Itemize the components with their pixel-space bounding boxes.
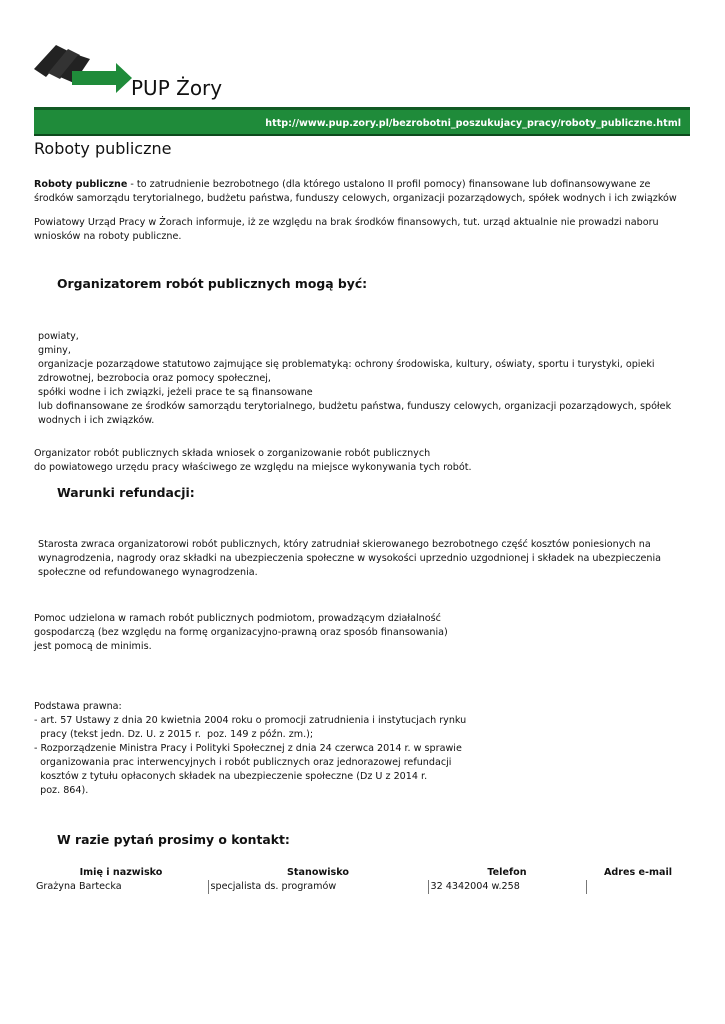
- deminimis-line-3: jest pomocą de minimis.: [34, 641, 152, 652]
- page-title: Roboty publiczne: [34, 139, 172, 158]
- page-url-link[interactable]: http://www.pup.zory.pl/bezrobotni_poszukujacy_pracy/roboty_publiczne.html: [265, 118, 681, 129]
- intro-term: Roboty publiczne: [34, 179, 128, 190]
- list-item: gminy,: [38, 345, 71, 356]
- legal-basis-list: [34, 714, 690, 798]
- legal-basis-line: pracy (tekst jedn. Dz. U. z 2015 r. poz. 149 z późn. zm.);: [34, 729, 314, 740]
- contact-phone: 32 4342004 w.258: [428, 880, 586, 894]
- deminimis-line-2: gospodarczą (bez względu na formę organizacyjno-prawną oraz sposób finansowania): [34, 627, 448, 638]
- intro-definition-text: - to zatrudnienie bezrobotnego (dla którego ustalono II profil pomocy) finansowane lub dofinansowywane ze środków samorządu terytorialnego, budżetu państwa, funduszy celowych, organizacji pozarządowych, spółek wodnych i ich związków: [34, 179, 677, 204]
- table-header-row: [34, 865, 690, 880]
- application-line-1: Organizator robót publicznych składa wniosek o zorganizowanie robót publicznych: [34, 448, 431, 459]
- refund-heading: Warunki refundacji:: [57, 485, 195, 500]
- legal-basis-line: - Rozporządzenie Ministra Pracy i Polityki Społecznej z dnia 24 czerwca 2014 r. w sprawie: [34, 743, 462, 754]
- site-logo[interactable]: [34, 43, 132, 95]
- list-item: organizacje pozarządowe statutowo zajmujące się problematyką: ochrony środowiska, kultury, oświaty, sportu i turystyki, opieki zdrowotnej, bezrobocia oraz pomocy społecznej,: [38, 359, 655, 384]
- column-header-name: Imię i nazwisko: [79, 867, 163, 878]
- column-header-position: Stanowisko: [287, 867, 349, 878]
- url-bar: [34, 107, 690, 136]
- legal-basis-line: - art. 57 Ustawy z dnia 20 kwietnia 2004 roku o promocji zatrudnienia i instytucjach rynku: [34, 715, 467, 726]
- contact-heading: W razie pytań prosimy o kontakt:: [57, 832, 290, 847]
- legal-basis-line: poz. 864).: [34, 785, 89, 796]
- contact-email[interactable]: [586, 880, 690, 894]
- list-item: powiaty,: [38, 331, 79, 342]
- site-name: PUP Żory: [131, 76, 223, 100]
- contact-name: Grażyna Bartecka: [36, 881, 122, 892]
- organizers-list: [38, 330, 690, 428]
- contact-position: specjalista ds. programów: [208, 880, 428, 894]
- column-header-phone: Telefon: [487, 867, 527, 878]
- column-header-email: Adres e-mail: [603, 867, 673, 878]
- organizers-heading: Organizatorem robót publicznych mogą być:: [57, 276, 368, 291]
- contact-table: [34, 865, 690, 894]
- list-item: lub dofinansowane ze środków samorządu terytorialnego, budżetu państwa, funduszy celowych, organizacji pozarządowych, spółek wodnych i ich związków.: [38, 401, 672, 426]
- funding-notice: Powiatowy Urząd Pracy w Żorach informuje, iż ze względu na brak środków finansowych, tut. urząd aktualnie nie prowadzi naboru wniosków na roboty publiczne.: [34, 217, 659, 242]
- deminimis-line-1: Pomoc udzielona w ramach robót publicznych podmiotom, prowadzącym działalność: [34, 613, 441, 624]
- legal-basis-line: organizowania prac interwencyjnych i robót publicznych oraz jednorazowej refundacji: [34, 757, 452, 768]
- table-row: [34, 880, 690, 894]
- list-item: spółki wodne i ich związki, jeżeli prace te są finansowane: [38, 387, 313, 398]
- intro-definition: [34, 178, 690, 206]
- legal-basis-label: Podstawa prawna:: [34, 701, 122, 712]
- application-line-2: do powiatowego urzędu pracy właściwego ze względu na miejsce wykonywania tych robót.: [34, 462, 472, 473]
- legal-basis-line: kosztów z tytułu opłaconych składek na ubezpieczenie społeczne (Dz U z 2014 r.: [34, 771, 428, 782]
- refund-text: Starosta zwraca organizatorowi robót publicznych, który zatrudniał skierowanego bezrobotnego część kosztów poniesionych na wynagrodzenia, nagrody oraz składki na ubezpieczenia społeczne w wysokości uprzednio uzgodnionej i składek na ubezpieczenia społeczne od refundowanego wynagrodzenia.: [38, 539, 662, 578]
- logo-cards-arrow-icon: [34, 43, 132, 95]
